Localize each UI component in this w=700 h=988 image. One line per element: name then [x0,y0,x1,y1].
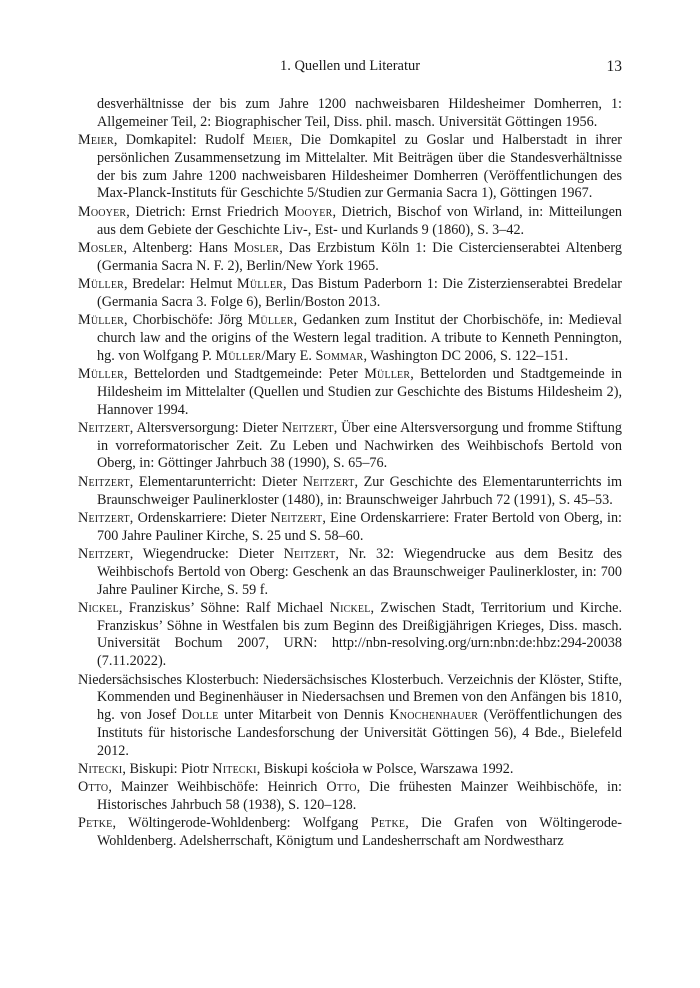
entry-text: , Eine Ordenskarriere: Frater Bertold von Oberg, in: 700 Jahre Pauliner Kirche, S. 25 und S. 58–60. [97,509,623,544]
entry-text: /Mary E. [261,347,316,364]
running-head [78,58,622,80]
author-name: Müller [237,275,284,292]
author-name: Otto [326,779,357,796]
author-name: Neitzert [302,473,355,490]
entry-text: , Elementarunterricht: Dieter [129,473,303,490]
author-name: Mosler [233,239,280,256]
entry-text: , Domkapitel: Rudolf [113,132,253,149]
bibliography-entry [78,276,622,312]
bibliography-entry [78,474,622,510]
page-number: 13 [606,58,622,75]
bibliography-entry [78,420,622,473]
entry-key: Mooyer [78,203,127,220]
bibliography-entry [78,312,622,365]
entry-text: , Über eine Altersversorgung und fromme Stiftung in vorreformatorischer Zeit. Zu Leben und Nachwirken des Weihbischofs Bertold von Oberg, in: Göttinger Jahrbuch 38 (1990), S. 65–76. [97,419,622,472]
bibliography-list [78,96,622,851]
entry-text: , Das Bistum Paderborn 1: Die Zisterzienserabtei Bredelar (Germania Sacra 3. Folge 6), Berlin/Boston 2013. [97,275,622,310]
author-name: Müller [247,312,294,329]
entry-text: , Dietrich, Bischof von Wirland, in: Mitteilungen aus dem Gebiete der Geschichte Liv-, Est- und Kurlands 9 (1860), S. 3–42. [97,203,622,238]
author-name: Neitzert [281,419,334,436]
entry-text: , Die frühesten Mainzer Weihbischöfe, in: Historisches Jahrbuch 58 (1938), S. 120–128. [97,779,622,814]
entry-text: unter Mitarbeit von Dennis [218,707,390,724]
entry-key: Petke [78,815,113,832]
entry-text: (Veröffentlichungen des Instituts für historische Landesforschung der Universität Göttingen 56), 4 Bde., Bielefeld 2012. [97,707,622,759]
entry-key: Müller [78,275,125,292]
author-name: Müller [215,347,262,364]
entry-text: , Zwischen Stadt, Territorium und Kirche. Franziskus’ Söhne in Westfalen bis zum Beginn des Dreißigjährigen Krieges, Diss. masch. Universität Bochum 2007, URN: http://nbn-resolving.org/urn:nbn:de:hbz:294-20038 (7.11.2022). [97,599,623,670]
entry-text: , Biskupi kościoła w Polsce, Warszawa 1992. [256,760,514,777]
bibliography-entry [78,600,622,671]
running-title: 1. Quellen und Literatur [279,58,421,74]
entry-text: , Nr. 32: Wiegendrucke aus dem Besitz des Weihbischofs Bertold von Oberg: Geschenk an das Braunschweiger Paulinerkloster, in: 700 Jahre Pauliner Kirche, S. 59 f. [97,545,622,598]
entry-key: Meier [78,132,114,149]
entry-key: Neitzert [78,509,130,526]
entry-text: , Wiegendrucke: Dieter [129,545,284,562]
entry-key: Müller [78,312,125,329]
entry-text: , Franziskus’ Söhne: Ralf Michael [118,599,330,616]
bibliography-entry [78,779,622,815]
entry-text: , Mainzer Weihbischöfe: Heinrich [108,779,327,796]
entry-key: Nickel [78,599,119,616]
bibliography-entry [78,132,622,203]
author-name: Knochenhauer [389,707,479,724]
entry-text: , Ordenskarriere: Dieter [129,509,271,526]
entry-text: desverhältnisse der bis zum Jahre 1200 nachweisbaren Hildesheimer Domherren, 1: Allgemeiner Teil, 2: Biographischer Teil, Diss. phil. masch. Universität Göttingen 1956. [97,96,622,130]
entry-text: , Biskupi: Piotr [122,760,213,777]
entry-key: Mosler [78,239,124,256]
bibliography-entry [78,815,622,851]
bibliography-entry [78,761,622,779]
author-name: Neitzert [283,545,336,562]
entry-text: , Washington DC 2006, S. 122–151. [363,347,569,364]
entry-key: Neitzert [78,545,130,562]
author-name: Mooyer [284,203,333,220]
bibliography-entry [78,366,622,419]
author-name: Nitecki [212,760,257,777]
entry-text: , Die Grafen von Wöltingerode-Wohldenberg. Adelsherrschaft, Königtum und Landesherrschaft am Nordwestharz [97,815,622,850]
author-name: Nickel [329,599,371,616]
bibliography-entry [78,510,622,546]
bibliography-entry [78,546,622,599]
entry-text: , Zur Geschichte des Elementarunterrichts im Braunschweiger Paulinerkloster (1480), in: Braunschweiger Jahrbuch 72 (1991), S. 45–53. [97,473,622,508]
entry-key: Otto [78,779,109,796]
bibliography-entry [78,96,622,132]
entry-key: Nitecki [78,760,123,777]
author-name: Petke [370,815,406,832]
entry-text: , Chorbischöfe: Jörg [124,312,248,329]
entry-text: , Bettelorden und Stadtgemeinde in Hildesheim im Mittelalter (Quellen und Studien zur Geschichte des Bistums Hildesheim 2), Hannover 1994. [97,365,622,418]
bibliography-entry [78,672,622,761]
entry-text: , Bettelorden und Stadtgemeinde: Peter [124,365,365,382]
bibliography-entry [78,204,622,240]
author-name: Sommar [315,347,364,364]
entry-text: , Gedanken zum Institut der Chorbischöfe, in: Medieval church law and the origins of the Western legal tradition. A tribute to Kenneth Pennington, hg. von Wolfgang P. [97,312,622,364]
entry-text: , Bredelar: Helmut [124,275,237,292]
entry-text: , Dietrich: Ernst Friedrich [126,203,285,220]
entry-text: , Das Erzbistum Köln 1: Die Cistercienserabtei Altenberg (Germania Sacra N. F. 2), Berlin/New York 1965. [97,239,622,274]
author-name: Dolle [181,707,219,724]
entry-key: Neitzert [78,473,130,490]
entry-text: , Die Domkapitel zu Goslar und Halberstadt in ihrer persönlichen Zusammensetzung im Mittelalter. Mit Beiträgen über die Standesverhältnisse der bis zum Jahre 1200 nachweisbaren Hildesheimer Domherren (Veröffentlichungen des Max-Planck-Instituts für Geschichte 5/Studien zur Germania Sacra 1), Göttingen 1967. [97,132,622,202]
author-name: Müller [364,365,411,382]
author-name: Neitzert [270,509,323,526]
entry-text: , Altenberg: Hans [123,239,234,256]
entry-key: Müller [78,365,125,382]
entry-text: Niedersächsisches Klosterbuch: Niedersächsisches Klosterbuch. Verzeichnis der Klöster, Stifte, Kommenden und Beginenhäuser in Niedersachsen und Bremen von den Anfängen bis 1810, hg. von Josef [78,671,622,724]
author-name: Meier [252,132,289,149]
entry-text: , Altersversorgung: Dieter [129,419,282,436]
bibliography-entry [78,240,622,276]
entry-key: Neitzert [78,419,130,436]
entry-text: , Wöltingerode-Wohldenberg: Wolfgang [112,815,371,832]
